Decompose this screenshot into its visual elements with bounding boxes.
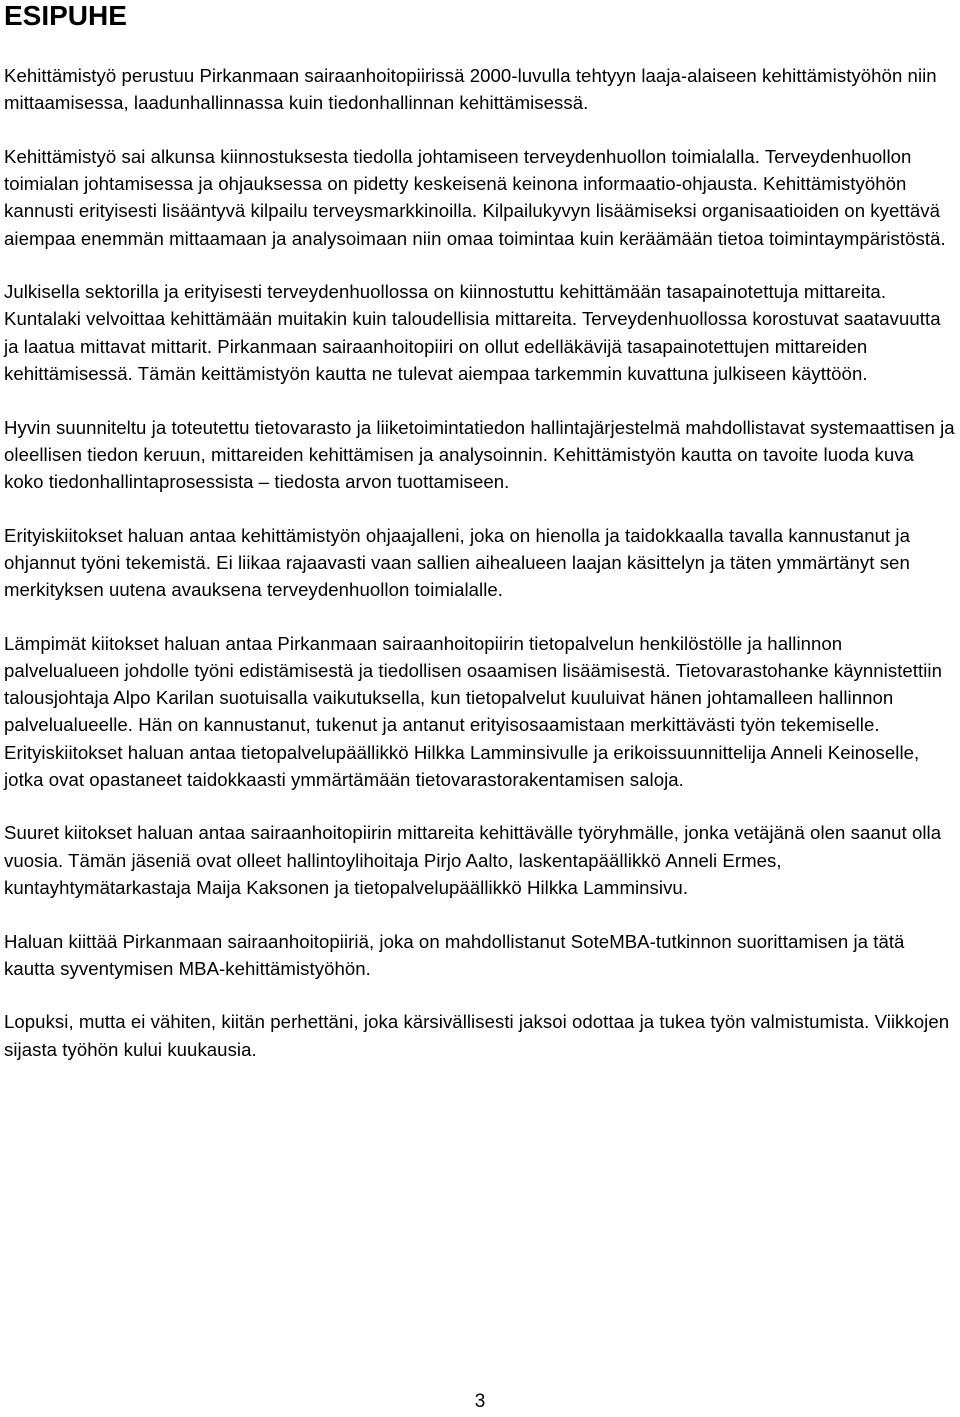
paragraph-5: Erityiskiitokset haluan antaa kehittämistyön ohjaajalleni, joka on hienolla ja taidokkaalla tavalla kannustanut ja ohjannut työni tekemistä. Ei liikaa rajaavasti vaan sallien aihealueen laajan käsittelyn ja täten ymmärtänyt sen merkityksen uutena avauksena terveydenhuollon toimialalle. xyxy=(4,524,910,601)
paragraph-9: Lopuksi, mutta ei vähiten, kiitän perhettäni, joka kärsivällisesti jaksoi odottaa ja tukea työn valmistumista. Viikkojen sijasta työhön kului kuukausia. xyxy=(4,1011,950,1060)
paragraph-4: Hyvin suunniteltu ja toteutettu tietovarasto ja liiketoimintatiedon hallintajärjestelmä mahdollistavat systemaattisen ja oleellisen tiedon keruun, mittareiden kehittämisen ja analysoinnin. Kehittämistyön kautta on tavoite luoda kuva koko tiedonhallintaprosessista – tiedosta arvon tuottamiseen. xyxy=(4,416,955,492)
paragraph-6: Lämpimät kiitokset haluan antaa Pirkanmaan sairaanhoitopiirin tietopalvelun henkilöstölle ja hallinnon palvelualueen johdolle työni edistämisestä ja tiedollisen osaamisen lisäämisestä. Tietovarastohanke käynnistettiin talousjohtaja Alpo Karilan suotuisalla vaikutuksella, kun tietopalvelut kuuluivat hänen johtamalleen hallinnon palvelualueelle. Hän on kannustanut, tukenut ja antanut erityisosaamistaan merkittävästi työn tekemiselle. Erityiskiitokset haluan antaa tietopalvelupäällikkö Hilkka Lamminsivulle ja erikoissuunnittelija Anneli Keinoselle, jotka ovat opastaneet taidokkaasti ymmärtämään tietovarastorakentamisen saloja. xyxy=(4,632,942,790)
page-number: 3 xyxy=(474,1391,486,1412)
document-body xyxy=(4,62,956,1089)
page-heading: ESIPUHE xyxy=(4,0,127,31)
paragraph-1: Kehittämistyö perustuu Pirkanmaan sairaanhoitopiirissä 2000-luvulla tehtyyn laaja-alaiseen kehittämistyöhön niin mittaamisessa, laadunhallinnassa kuin tiedonhallinnan kehittämisessä. xyxy=(4,65,937,114)
paragraph-8: Haluan kiittää Pirkanmaan sairaanhoitopiiriä, joka on mahdollistanut SoteMBA-tutkinnon suorittamisen ja tätä kautta syventymisen MBA-kehittämistyöhön. xyxy=(4,930,905,979)
paragraph-7: Suuret kiitokset haluan antaa sairaanhoitopiirin mittareita kehittävälle työryhmälle, jonka vetäjänä olen saanut olla vuosia. Tämän jäseniä ovat olleet hallintoylihoitaja Pirjo Aalto, laskentapäällikkö Anneli Ermes, kuntayhtymätarkastaja Maija Kaksonen ja tietopalvelupäällikkö Hilkka Lamminsivu. xyxy=(4,822,942,898)
document-page xyxy=(4,0,956,1060)
paragraph-2: Kehittämistyö sai alkunsa kiinnostuksesta tiedolla johtamiseen terveydenhuollon toimialalla. Terveydenhuollon toimialan johtamisessa ja ohjauksessa on pidetty keskeisenä keinona informaatio-ohjausta. Kehittämistyöhön kannusti erityisesti lisääntyvä kilpailu terveysmarkkinoilla. Kilpailukyvyn lisäämiseksi organisaatioiden on kyettävä aiempaa enemmän mittaamaan ja analysoimaan niin omaa toimintaa kuin keräämään tietoa toimintaympäristöstä. xyxy=(4,145,946,249)
paragraph-3: Julkisella sektorilla ja erityisesti terveydenhuollossa on kiinnostuttu kehittämään tasapainotettuja mittareita. Kuntalaki velvoittaa kehittämään muitakin kuin taloudellisia mittareita. Terveydenhuollossa korostuvat saatavuutta ja laatua mittavat mittarit. Pirkanmaan sairaanhoitopiiri on ollut edelläkävijä tasapainotettujen mittareiden kehittämisessä. Tämän keittämistyön kautta ne tulevat aiempaa tarkemmin kuvattuna julkiseen käyttöön. xyxy=(4,281,941,384)
